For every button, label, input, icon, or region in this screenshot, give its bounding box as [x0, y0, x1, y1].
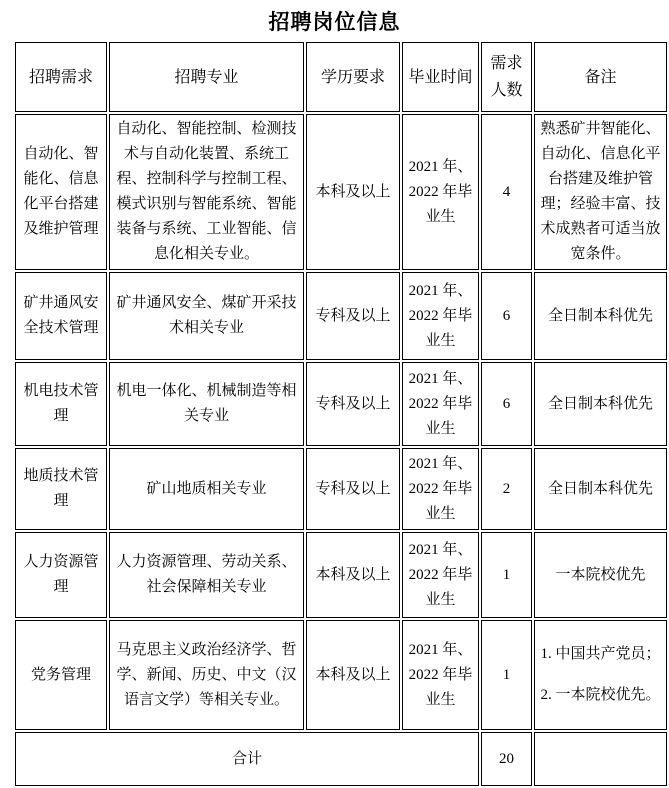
cell-need: 党务管理 — [15, 620, 107, 730]
total-label: 合计 — [15, 732, 479, 786]
column-header-remark: 备注 — [534, 42, 667, 112]
column-header-major: 招聘专业 — [109, 42, 304, 112]
column-header-count: 需求人数 — [481, 42, 532, 112]
cell-major: 矿山地质相关专业 — [109, 448, 304, 530]
cell-need: 矿井通风安全技术管理 — [15, 272, 107, 360]
cell-education: 专科及以上 — [306, 362, 400, 446]
cell-education: 本科及以上 — [306, 532, 400, 618]
cell-major: 矿井通风安全、煤矿开采技术相关专业 — [109, 272, 304, 360]
cell-major: 机电一体化、机械制造等相关专业 — [109, 362, 304, 446]
cell-education: 专科及以上 — [306, 272, 400, 360]
cell-remark: 一本院校优先 — [534, 532, 667, 618]
cell-count: 1 — [481, 532, 532, 618]
column-header-need: 招聘需求 — [15, 42, 107, 112]
cell-remark: 熟悉矿井智能化、自动化、信息化平台搭建及维护管理；经验丰富、技术成熟者可适当放宽条件。 — [534, 114, 667, 270]
cell-education: 本科及以上 — [306, 114, 400, 270]
header-row — [15, 42, 667, 112]
cell-graduation: 2021 年、2022 年毕业生 — [402, 272, 479, 360]
cell-remark: 全日制本科优先 — [534, 272, 667, 360]
cell-graduation: 2021 年、2022 年毕业生 — [402, 532, 479, 618]
cell-count: 6 — [481, 272, 532, 360]
table-row — [15, 532, 667, 618]
cell-count: 4 — [481, 114, 532, 270]
table-row — [15, 448, 667, 530]
table-row — [15, 620, 667, 730]
cell-count: 1 — [481, 620, 532, 730]
cell-graduation: 2021 年、2022 年毕业生 — [402, 114, 479, 270]
cell-graduation: 2021 年、2022 年毕业生 — [402, 620, 479, 730]
cell-count: 2 — [481, 448, 532, 530]
remark-line: 2. 一本院校优先。 — [540, 687, 661, 703]
cell-graduation: 2021 年、2022 年毕业生 — [402, 362, 479, 446]
cell-major: 自动化、智能控制、检测技术与自动化装置、系统工程、控制科学与控制工程、模式识别与智能系统、智能装备与系统、工业智能、信息化相关专业。 — [109, 114, 304, 270]
table-row — [15, 362, 667, 446]
cell-remark — [534, 620, 667, 730]
cell-need: 自动化、智能化、信息化平台搭建及维护管理 — [15, 114, 107, 270]
cell-major: 人力资源管理、劳动关系、社会保障相关专业 — [109, 532, 304, 618]
page-title: 招聘岗位信息 — [268, 10, 401, 34]
column-header-education: 学历要求 — [306, 42, 400, 112]
cell-major: 马克思主义政治经济学、哲学、新闻、历史、中文（汉语言文学）等相关专业。 — [109, 620, 304, 730]
cell-graduation: 2021 年、2022 年毕业生 — [402, 448, 479, 530]
cell-remark: 全日制本科优先 — [534, 362, 667, 446]
column-header-graduation: 毕业时间 — [402, 42, 479, 112]
total-remark — [534, 732, 667, 786]
cell-education: 本科及以上 — [306, 620, 400, 730]
table-row — [15, 272, 667, 360]
cell-need: 机电技术管理 — [15, 362, 107, 446]
cell-count: 6 — [481, 362, 532, 446]
recruitment-table — [13, 40, 669, 788]
total-count: 20 — [481, 732, 532, 786]
table-row — [15, 114, 667, 270]
cell-need: 人力资源管理 — [15, 532, 107, 618]
cell-remark: 全日制本科优先 — [534, 448, 667, 530]
cell-need: 地质技术管理 — [15, 448, 107, 530]
cell-education: 专科及以上 — [306, 448, 400, 530]
remark-line: 1. 中国共产党员； — [540, 646, 661, 662]
total-row — [15, 732, 667, 786]
